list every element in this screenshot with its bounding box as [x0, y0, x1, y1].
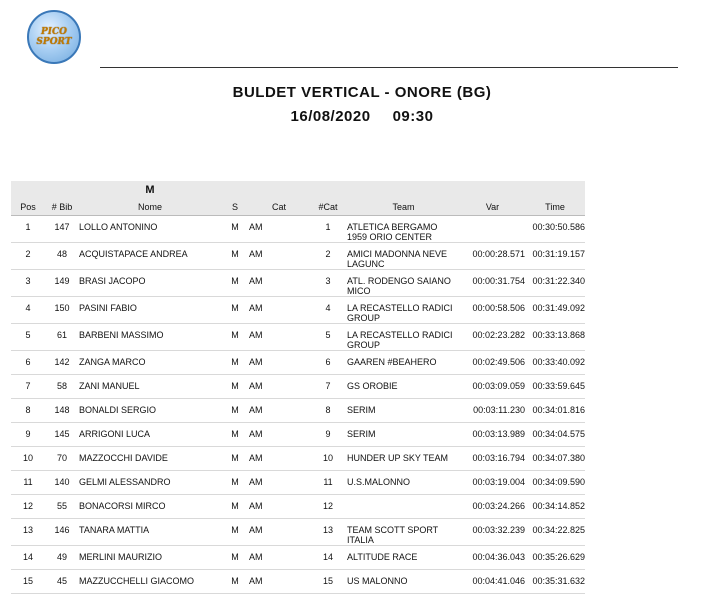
cell-time: 00:34:14.852	[525, 495, 585, 519]
result-row	[11, 495, 585, 519]
cell-ncat: 2	[309, 243, 347, 270]
cell-time: 00:31:19.157	[525, 243, 585, 270]
cell-bib: 55	[45, 495, 79, 519]
cell-bib: 61	[45, 324, 79, 351]
cell-var: 00:00:58.506	[460, 297, 525, 324]
col-var: Var	[460, 198, 525, 216]
cell-ncat: 4	[309, 297, 347, 324]
cell-sex: M	[221, 297, 249, 324]
cell-time: 00:34:07.380	[525, 447, 585, 471]
cell-bib: 49	[45, 546, 79, 570]
result-row	[11, 351, 585, 375]
cell-time: 00:35:26.629	[525, 546, 585, 570]
cell-sex: M	[221, 495, 249, 519]
cell-pos: 1	[11, 216, 45, 243]
cell-ncat: 11	[309, 471, 347, 495]
cell-team: SERIM	[347, 423, 460, 447]
cell-sex: M	[221, 546, 249, 570]
cell-time: 00:33:13.868	[525, 324, 585, 351]
cell-name: BARBENI MASSIMO	[79, 324, 221, 351]
cell-time: 00:33:59.645	[525, 375, 585, 399]
result-row	[11, 243, 585, 270]
cell-time: 00:31:22.340	[525, 270, 585, 297]
cell-team: LA RECASTELLO RADICI GROUP	[347, 297, 460, 324]
cell-name: BRASI JACOPO	[79, 270, 221, 297]
cell-var: 00:03:16.794	[460, 447, 525, 471]
cell-cat: AM	[249, 351, 309, 375]
cell-bib: 148	[45, 399, 79, 423]
cell-cat: AM	[249, 270, 309, 297]
cell-team: GAAREN #BEAHERO	[347, 351, 460, 375]
cell-time: 00:35:31.632	[525, 570, 585, 594]
cell-ncat: 6	[309, 351, 347, 375]
cell-team: ATLETICA BERGAMO 1959 ORIO CENTER	[347, 216, 460, 243]
cell-pos: 5	[11, 324, 45, 351]
results-table	[11, 181, 585, 594]
cell-cat: AM	[249, 297, 309, 324]
cell-cat: AM	[249, 324, 309, 351]
cell-bib: 147	[45, 216, 79, 243]
cell-pos: 2	[11, 243, 45, 270]
col-team: Team	[347, 198, 460, 216]
cell-sex: M	[221, 471, 249, 495]
result-row	[11, 216, 585, 243]
cell-ncat: 3	[309, 270, 347, 297]
cell-var: 00:04:36.043	[460, 546, 525, 570]
cell-ncat: 9	[309, 423, 347, 447]
cell-team: ALTITUDE RACE	[347, 546, 460, 570]
col-sex: S	[221, 198, 249, 216]
event-date: 16/08/2020	[290, 108, 371, 125]
pico-sport-logo	[27, 10, 81, 64]
cell-sex: M	[221, 447, 249, 471]
cell-pos: 9	[11, 423, 45, 447]
cell-bib: 145	[45, 423, 79, 447]
cell-sex: M	[221, 570, 249, 594]
result-row	[11, 519, 585, 546]
cell-ncat: 1	[309, 216, 347, 243]
cell-name: MERLINI MAURIZIO	[79, 546, 221, 570]
cell-bib: 149	[45, 270, 79, 297]
cell-name: LOLLO ANTONINO	[79, 216, 221, 243]
cell-time: 00:34:01.816	[525, 399, 585, 423]
cell-team: LA RECASTELLO RADICI GROUP	[347, 324, 460, 351]
cell-team: AMICI MADONNA NEVE LAGUNC	[347, 243, 460, 270]
cell-cat: AM	[249, 423, 309, 447]
cell-var: 00:00:28.571	[460, 243, 525, 270]
cell-pos: 15	[11, 570, 45, 594]
cell-team: US MALONNO	[347, 570, 460, 594]
cell-ncat: 12	[309, 495, 347, 519]
cell-var: 00:03:24.266	[460, 495, 525, 519]
cell-cat: AM	[249, 495, 309, 519]
cell-sex: M	[221, 351, 249, 375]
cell-pos: 14	[11, 546, 45, 570]
col-time: Time	[525, 198, 585, 216]
cell-team: HUNDER UP SKY TEAM	[347, 447, 460, 471]
col-ncat: #Cat	[309, 198, 347, 216]
cell-pos: 4	[11, 297, 45, 324]
cell-name: ACQUISTAPACE ANDREA	[79, 243, 221, 270]
header-rule	[100, 67, 678, 68]
cell-sex: M	[221, 243, 249, 270]
cell-name: PASINI FABIO	[79, 297, 221, 324]
cell-ncat: 7	[309, 375, 347, 399]
cell-time: 00:30:50.586	[525, 216, 585, 243]
result-row	[11, 375, 585, 399]
cell-cat: AM	[249, 375, 309, 399]
cell-sex: M	[221, 270, 249, 297]
cell-cat: AM	[249, 243, 309, 270]
cell-name: TANARA MATTIA	[79, 519, 221, 546]
cell-sex: M	[221, 423, 249, 447]
cell-pos: 7	[11, 375, 45, 399]
cell-team: U.S.MALONNO	[347, 471, 460, 495]
event-datetime	[0, 108, 724, 125]
cell-team: ATL. RODENGO SAIANO MICO	[347, 270, 460, 297]
result-row	[11, 297, 585, 324]
cell-team: TEAM SCOTT SPORT ITALIA	[347, 519, 460, 546]
cell-bib: 150	[45, 297, 79, 324]
cell-pos: 11	[11, 471, 45, 495]
cell-var: 00:03:13.989	[460, 423, 525, 447]
result-row	[11, 324, 585, 351]
cell-bib: 146	[45, 519, 79, 546]
cell-var: 00:04:41.046	[460, 570, 525, 594]
cell-name: ARRIGONI LUCA	[79, 423, 221, 447]
cell-cat: AM	[249, 471, 309, 495]
logo-line-2: SPORT	[36, 37, 72, 47]
event-time: 09:30	[392, 108, 434, 125]
cell-ncat: 5	[309, 324, 347, 351]
col-name: Nome	[79, 198, 221, 216]
result-row	[11, 447, 585, 471]
cell-time: 00:33:40.092	[525, 351, 585, 375]
group-label: M	[79, 181, 221, 198]
cell-bib: 45	[45, 570, 79, 594]
cell-var: 00:03:32.239	[460, 519, 525, 546]
group-header-row	[11, 181, 585, 198]
cell-ncat: 8	[309, 399, 347, 423]
cell-pos: 12	[11, 495, 45, 519]
cell-sex: M	[221, 324, 249, 351]
cell-team: SERIM	[347, 399, 460, 423]
cell-cat: AM	[249, 216, 309, 243]
cell-pos: 10	[11, 447, 45, 471]
cell-cat: AM	[249, 546, 309, 570]
result-row	[11, 423, 585, 447]
cell-cat: AM	[249, 519, 309, 546]
cell-var: 00:03:11.230	[460, 399, 525, 423]
cell-cat: AM	[249, 570, 309, 594]
cell-var: 00:02:49.506	[460, 351, 525, 375]
cell-bib: 48	[45, 243, 79, 270]
cell-name: BONALDI SERGIO	[79, 399, 221, 423]
cell-team	[347, 495, 460, 519]
cell-bib: 70	[45, 447, 79, 471]
cell-name: MAZZUCCHELLI GIACOMO	[79, 570, 221, 594]
cell-pos: 8	[11, 399, 45, 423]
cell-ncat: 15	[309, 570, 347, 594]
cell-name: MAZZOCCHI DAVIDE	[79, 447, 221, 471]
col-bib: # Bib	[45, 198, 79, 216]
cell-var	[460, 216, 525, 243]
cell-team: GS OROBIE	[347, 375, 460, 399]
col-cat: Cat	[249, 198, 309, 216]
cell-name: BONACORSI MIRCO	[79, 495, 221, 519]
cell-ncat: 14	[309, 546, 347, 570]
result-row	[11, 399, 585, 423]
cell-var: 00:03:19.004	[460, 471, 525, 495]
cell-cat: AM	[249, 447, 309, 471]
result-row	[11, 270, 585, 297]
cell-time: 00:34:22.825	[525, 519, 585, 546]
result-row	[11, 570, 585, 594]
cell-pos: 3	[11, 270, 45, 297]
cell-var: 00:02:23.282	[460, 324, 525, 351]
cell-sex: M	[221, 399, 249, 423]
cell-var: 00:00:31.754	[460, 270, 525, 297]
cell-name: ZANI MANUEL	[79, 375, 221, 399]
cell-bib: 58	[45, 375, 79, 399]
cell-cat: AM	[249, 399, 309, 423]
cell-time: 00:34:09.590	[525, 471, 585, 495]
logo-line-1: PICO	[41, 27, 67, 37]
cell-ncat: 10	[309, 447, 347, 471]
page-title: BULDET VERTICAL - ONORE (BG)	[232, 84, 492, 101]
result-row	[11, 546, 585, 570]
cell-sex: M	[221, 519, 249, 546]
cell-time: 00:31:49.092	[525, 297, 585, 324]
column-header-row	[11, 198, 585, 216]
cell-sex: M	[221, 216, 249, 243]
cell-bib: 142	[45, 351, 79, 375]
cell-bib: 140	[45, 471, 79, 495]
cell-pos: 13	[11, 519, 45, 546]
cell-name: GELMI ALESSANDRO	[79, 471, 221, 495]
cell-name: ZANGA MARCO	[79, 351, 221, 375]
cell-ncat: 13	[309, 519, 347, 546]
cell-pos: 6	[11, 351, 45, 375]
cell-sex: M	[221, 375, 249, 399]
cell-time: 00:34:04.575	[525, 423, 585, 447]
col-pos: Pos	[11, 198, 45, 216]
cell-var: 00:03:09.059	[460, 375, 525, 399]
result-row	[11, 471, 585, 495]
